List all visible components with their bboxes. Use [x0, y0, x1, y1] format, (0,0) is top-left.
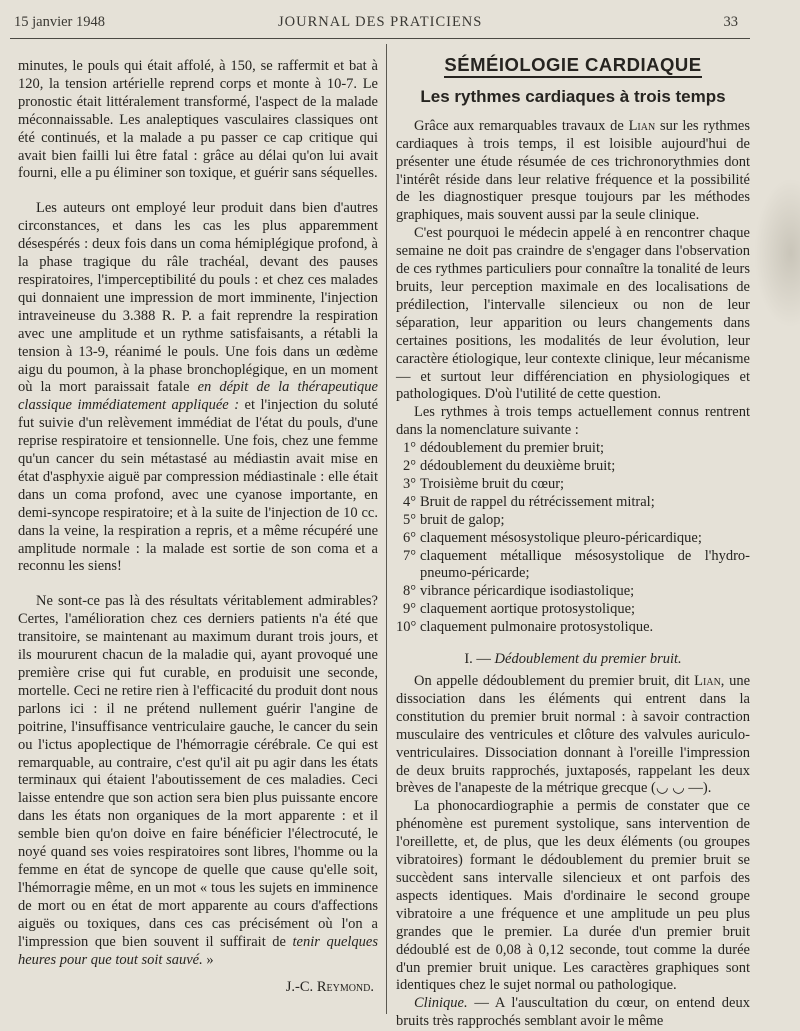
rhythm-list [396, 440, 750, 637]
list-text: dédoublement du premier bruit; [420, 440, 605, 457]
list-item [396, 476, 750, 494]
list-number: 3° [402, 475, 416, 492]
right-paragraph-3: Les rythmes à trois temps actuellement connus rentrent dans la nomenclature suivante : [396, 404, 750, 439]
list-text: Bruit de rappel du rétrécissement mitral; [420, 493, 655, 510]
right-paragraph-6-text: — A l'auscultation du cœur, on entend deux bruits très rapprochés semblant avoir le même [396, 995, 750, 1030]
list-number: 6° [402, 529, 416, 546]
section-title [396, 56, 750, 74]
list-item [396, 601, 750, 619]
list-text: Troisième bruit du cœur; [420, 475, 565, 492]
list-item [396, 619, 750, 637]
list-number: 8° [402, 583, 416, 600]
right-column [396, 56, 750, 1031]
right-paragraph-2: C'est pourquoi le médecin appelé à en rencontrer chaque semaine ne doit pas craindre de s'engager dans l'observation de ces rythmes particuliers pour connaître la tonalité de leurs bruits, leur perception maximale en des localisations de prédilection, l'intervalle silencieux ou non de leur séparation, leur apparition ou leurs changements dans certaines positions, les modalités de leur évolution, leur caractère étiologique, leur contexte clinique, leur mécanisme — et surtout leur différenciation en physiologiques et pathologiques. D'où l'utilité de cette question. [396, 225, 750, 403]
cited-author: Lian [694, 673, 721, 689]
list-number: 4° [402, 493, 416, 510]
left-paragraph-2 [18, 200, 378, 576]
list-item [396, 512, 750, 530]
subsection-heading [396, 651, 750, 669]
author-signature [18, 979, 378, 997]
subsection-number: I. — [464, 651, 491, 668]
left-paragraph-2-text-b: et l'injection du soluté fut suivie d'un relèvement immédiat de l'état du pouls, d'une reprise respiratoire et tensionnelle. Une fois, chez une femme qu'un cancer du sein métastasé au médiastin avait mise en état d'asphyxie aiguë par compression médiastinale : elle était dans un coma profond, avec une cyanose importante, en demi-syncope respiratoire; et à la suite de l'injection de 10 cc. dans la veine, la respiration a repris, et a même récupéré une amplitude normale : la malade est sortie de son coma et a reconnu les siens! [18, 397, 379, 575]
right-paragraph-6 [396, 995, 750, 1031]
left-paragraph-2-emphasis: en dépit de la thérapeutique classique immédiatement appliquée : [18, 379, 378, 414]
list-number: 10° [396, 619, 417, 636]
list-number: 9° [402, 601, 416, 618]
list-number: 5° [402, 511, 416, 528]
header-rule [10, 38, 750, 39]
list-number: 7° [402, 547, 416, 564]
left-paragraph-3-text: Ne sont-ce pas là des résultats véritablement admirables? Certes, l'amélioration chez ces derniers patients n'a été que transitoire, se maintenant au maximum durant trois jours, et ils moururent chacun de la maladie qui, ayant provoqué une première crise qui fut curable, en produisit une seconde, mortelle. Ceci ne retire rien à l'efficacité du produit dont nous parlons ici : il ne prétend nullement guérir l'angine de poitrine, l'insuffisance ventriculaire gauche, le cancer du sein ou l'ictus apoplectique de l'hémorragie cérébrale. Ce qui est remarquable, au contraire, c'est qu'il ait pu agir dans les états terminaux qui étaient l'aboutissement de ces maladies. Ceci laisse entendre que son action sera bien plus puissante encore dans les états non organiques de la mort apparente : et il semble bien qu'on doive en faire bénéficier l'électrocuté, le noyé quand ses voies respiratoires sont libres, l'homme ou la femme en état de syncope de quelle que cause qu'elle soit, l'hémorragie même, en un mot « tous les sujets en imminence de mort ou en état de mort apparente au cours d'affections aiguës ou toxiques, dans ces cas précisément où l'on a l'impression que bien souvent il suffirait de [18, 593, 378, 950]
section-title-text: SÉMÉIOLOGIE CARDIAQUE [444, 54, 701, 78]
list-item [396, 530, 750, 548]
list-text: claquement mésosystolique pleuro-péricardique; [420, 529, 702, 546]
journal-title: JOURNAL DES PRATICIENS [278, 14, 483, 30]
list-number: 1° [402, 440, 416, 457]
list-item [396, 458, 750, 476]
subsection-title: Dédoublement du premier bruit. [494, 651, 682, 668]
left-paragraph-3-emphasis: tenir quelques heures pour que tout soit sauvé. [18, 933, 379, 968]
list-item [396, 583, 750, 601]
list-item [396, 494, 750, 512]
signature-initials: J.-C. [285, 979, 314, 996]
list-text: vibrance péricardique isodiastolique; [420, 583, 635, 600]
left-paragraph-2-text-a: Les auteurs ont employé leur produit dans bien d'autres circonstances, et dans les cas les plus apparemment désespérés : deux fois dans un coma hémiplégique profond, à la phase tragique du râle trachéal, devant des pauses respiratoires, l'imperceptibilité du pouls : et chez ces malades qui donnaient une impression de mort imminente, l'injection intraveineuse du 3.388 R. P. a fait reprendre la respiration avec une amplitude et un rythme satisfaisants, a rétabli la tension à 13-9, réanimé le pouls. Une fois dans un œdème aigu du poumon, à la phase bronchoplégique, en un moment où la mort paraissait fatale [18, 200, 378, 396]
left-paragraph-1: minutes, le pouls qui était affolé, à 150, se raffermit et bat à 120, la tension artérielle reprend corps et monte à 10-7. Le pronostic était littéralement transformé, l'aspect de la malade méconnaissable. Les analeptiques vasculaires classiques ont été continués, et la malade a pu passer ce cap critique qui avait bien failli lui être fatal : grâce au délai qu'on lui avait fourni, elle a pu éliminer son toxique, et guérir sans séquelles. [18, 58, 378, 182]
right-paragraph-1-lead: Grâce aux remarquables travaux de [414, 117, 624, 134]
cited-author: Lian [628, 117, 656, 134]
list-text: claquement aortique protosystolique; [420, 601, 636, 618]
signature-surname: Reymond. [316, 979, 374, 996]
article-title: Les rythmes cardiaques à trois temps [420, 86, 726, 106]
closing-quote: » [206, 951, 214, 968]
list-number: 2° [402, 458, 416, 475]
right-paragraph-5: La phonocardiographie a permis de constater que ce phénomène est purement systolique, sans intervention de l'oreillette, et, de plus, que les deux éléments (ou groupes vibratoires) formant le dédoublement du premier bruit se succèdent sans intervalle silencieux et ont parfois des aspects identiques. Mais d'ordinaire le second groupe vibratoire a une fréquence et une amplitude un peu plus grandes que le premier. La durée d'un premier bruit dédoublé est de 0,08 à 0,12 seconde, tout comme la durée d'un premier bruit unique. Les caractères graphiques sont identiques chez le sujet normal ou pathologique. [396, 798, 750, 994]
list-text: claquement pulmonaire protosystolique. [420, 619, 654, 636]
column-divider [386, 44, 387, 1014]
right-paragraph-4-lead: On appelle dédoublement du premier bruit, dit [414, 673, 690, 689]
running-head [0, 12, 800, 36]
right-paragraph-4-text: , une dissociation dans les éléments qui entrent dans la constitution du premier bruit normal : à savoir contraction musculaire des ventricules et clôture des valvules auriculo-ventriculaires. Dissociation donnant à l'oreille l'impression de deux bruits rapprochés, juxtaposés, rappelant les deux brèves de l'anapeste de la métrique grecque (◡ ◡ —). [396, 673, 751, 797]
list-text: dédoublement du deuxième bruit; [420, 458, 616, 475]
right-paragraph-1-text: sur les rythmes cardiaques à trois temps, il est loisible aujourd'hui de présenter une étude résumée de ces trichronorythmies dont l'intérêt réside dans leur relative fréquence et la possibilité de les diagnostiquer presque toujours par les méthodes graphiques, mais souvent aussi par la seule clinique. [396, 117, 750, 224]
left-paragraph-3 [18, 593, 378, 969]
clinique-label: Clinique. [414, 995, 468, 1012]
list-text: bruit de galop; [420, 511, 505, 528]
list-text: claquement métallique mésosystolique de l'hydro-pneumo-péricarde; [420, 547, 750, 582]
left-column [18, 58, 378, 997]
page-number: 33 [723, 14, 738, 30]
paper-stain [754, 178, 800, 328]
right-paragraph-1 [396, 118, 750, 225]
list-item [396, 548, 750, 584]
issue-date: 15 janvier 1948 [14, 14, 106, 30]
right-paragraph-4 [396, 673, 750, 798]
list-item [396, 440, 750, 458]
